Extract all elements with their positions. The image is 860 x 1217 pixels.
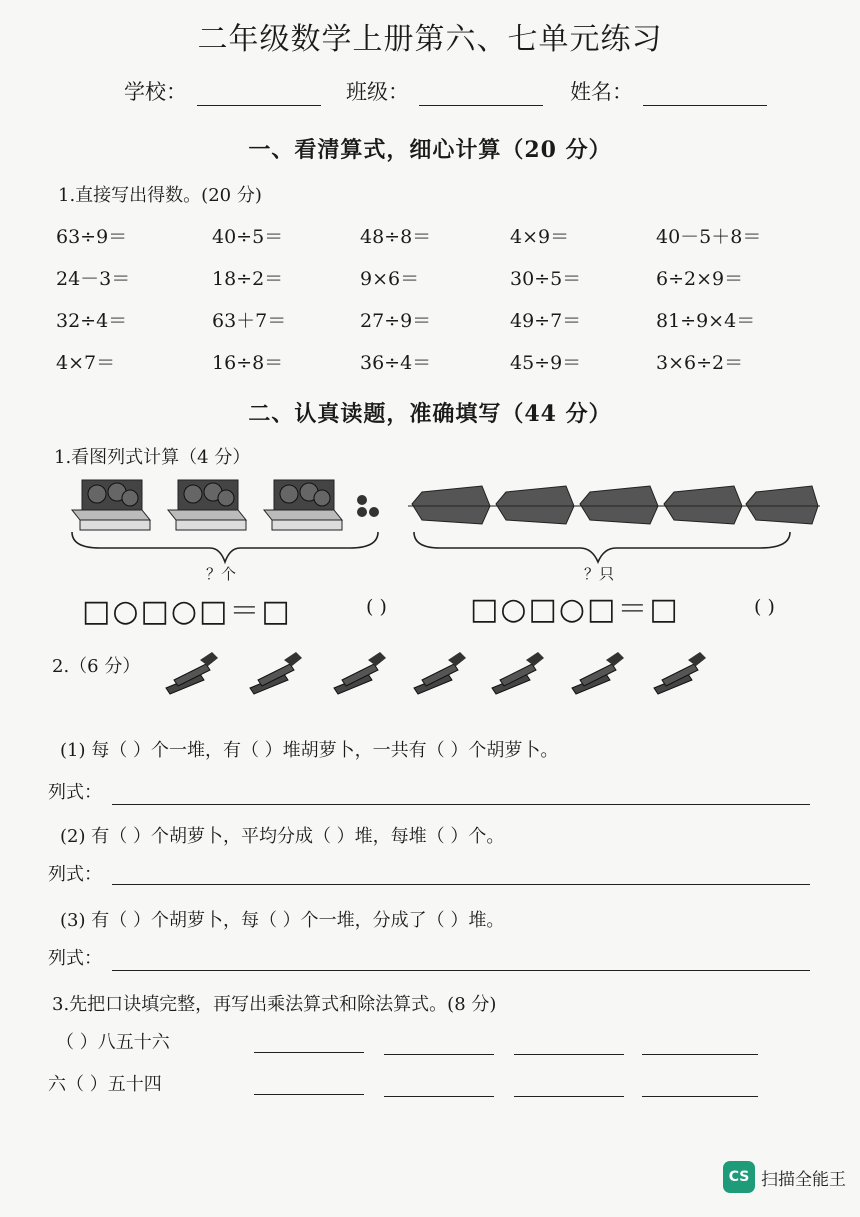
left-brace (72, 532, 378, 562)
name-label: 姓名： (570, 80, 633, 104)
q3-row1-blank-3[interactable] (514, 1054, 624, 1055)
school-blank[interactable] (197, 83, 321, 106)
q3-row2-blank-4[interactable] (642, 1096, 758, 1097)
calc-item[interactable]: 49÷7＝ (510, 310, 582, 332)
school-field[interactable] (124, 76, 321, 106)
q2-line-3: (3) 有（ ）个胡萝卜，每（ ）个一堆，分成了（ ）堆。 (60, 910, 505, 931)
calc-item[interactable]: 18÷2＝ (212, 268, 284, 290)
name-blank[interactable] (643, 83, 767, 106)
calc-item[interactable]: 81÷9×4＝ (656, 310, 756, 332)
calc-item[interactable]: 16÷8＝ (212, 352, 284, 374)
class-field[interactable] (346, 76, 543, 106)
calc-item[interactable]: 36÷4＝ (360, 352, 432, 374)
q3-row-1-label: （ ）八五十六 (56, 1032, 170, 1053)
section2-q1-label: 1.看图列式计算（4 分） (54, 447, 251, 468)
left-formula[interactable]: □○□○□＝□ (82, 594, 292, 629)
carrot-row (160, 650, 720, 700)
right-formula[interactable]: □○□○□＝□ (470, 592, 680, 627)
list-label-3: 列式： (48, 948, 102, 969)
carrot-bunch-icon (166, 652, 218, 694)
calc-item[interactable]: 63÷9＝ (56, 226, 128, 248)
calc-item[interactable]: 48÷8＝ (360, 226, 432, 248)
q1-picture (60, 470, 820, 580)
class-label: 班级： (346, 80, 409, 104)
calc-item[interactable]: 4×7＝ (56, 352, 116, 374)
class-blank[interactable] (419, 83, 543, 106)
calc-item[interactable]: 40－5＋8＝ (656, 226, 762, 248)
list-label-1: 列式： (48, 782, 102, 803)
q2-line-1: (1) 每（ ）个一堆，有（ ）堆胡萝卜，一共有（ ）个胡萝卜。 (60, 740, 559, 761)
carrot-bunch-icon (250, 652, 302, 694)
scanner-badge-text: 扫描全能王 (761, 1169, 846, 1190)
section2-q3-label: 3.先把口诀填完整，再写出乘法算式和除法算式。(8 分) (52, 994, 497, 1015)
calc-item[interactable]: 3×6÷2＝ (656, 352, 744, 374)
q3-row2-blank-1[interactable] (254, 1094, 364, 1095)
carrot-bunch-icon (654, 652, 706, 694)
q3-row2-blank-3[interactable] (514, 1096, 624, 1097)
fish-cluster-icon (408, 486, 492, 524)
calc-item[interactable]: 40÷5＝ (212, 226, 284, 248)
fish-cluster-icon (576, 486, 660, 524)
list-answer-line-2[interactable] (112, 884, 810, 885)
list-label-2: 列式： (48, 864, 102, 885)
cs-logo-icon: CS (723, 1161, 755, 1193)
q2-line-2: (2) 有（ ）个胡萝卜，平均分成（ ）堆，每堆（ ）个。 (60, 826, 505, 847)
q3-row-2-label: 六（ ）五十四 (48, 1074, 162, 1095)
q3-row2-blank-2[interactable] (384, 1096, 494, 1097)
fish-cluster-icon (660, 486, 744, 524)
basket-icon (168, 480, 246, 530)
calc-item[interactable]: 24－3＝ (56, 268, 131, 290)
name-field[interactable] (570, 76, 767, 106)
list-answer-line-3[interactable] (112, 970, 810, 971)
extra-balls-icon (357, 495, 379, 517)
section2-heading: 二、认真读题，准确填写（44 分） (248, 401, 612, 427)
section1-heading: 一、看清算式，细心计算（20 分） (248, 137, 612, 163)
page-title: 二年级数学上册第六、七单元练习 (197, 22, 663, 57)
calc-item[interactable]: 63＋7＝ (212, 310, 287, 332)
section2-q2-label: 2.（6 分） (52, 656, 141, 677)
right-question: ？只 (584, 565, 615, 583)
scanner-badge (723, 1161, 846, 1193)
list-answer-line-1[interactable] (112, 804, 810, 805)
calc-item[interactable]: 6÷2×9＝ (656, 268, 744, 290)
right-brace (414, 532, 790, 562)
left-answer-paren[interactable]: ( ) (366, 596, 387, 618)
left-question: ？个 (206, 565, 237, 583)
basket-icon (264, 480, 342, 530)
right-answer-paren[interactable]: ( ) (754, 596, 775, 618)
section1-q1-label: 1.直接写出得数。(20 分) (58, 185, 262, 206)
basket-icon (72, 480, 150, 530)
calc-item[interactable]: 27÷9＝ (360, 310, 432, 332)
carrot-bunch-icon (414, 652, 466, 694)
carrot-bunch-icon (492, 652, 544, 694)
calc-item[interactable]: 32÷4＝ (56, 310, 128, 332)
calc-item[interactable]: 9×6＝ (360, 268, 420, 290)
carrot-bunch-icon (572, 652, 624, 694)
q3-row1-blank-1[interactable] (254, 1052, 364, 1053)
fish-group (408, 486, 820, 562)
fish-cluster-icon (742, 486, 820, 524)
q3-row1-blank-4[interactable] (642, 1054, 758, 1055)
q3-row1-blank-2[interactable] (384, 1054, 494, 1055)
calc-item[interactable]: 45÷9＝ (510, 352, 582, 374)
school-label: 学校： (124, 80, 187, 104)
carrot-bunch-icon (334, 652, 386, 694)
calc-item[interactable]: 4×9＝ (510, 226, 570, 248)
calc-item[interactable]: 30÷5＝ (510, 268, 582, 290)
fish-cluster-icon (492, 486, 576, 524)
basket-group (72, 480, 379, 562)
